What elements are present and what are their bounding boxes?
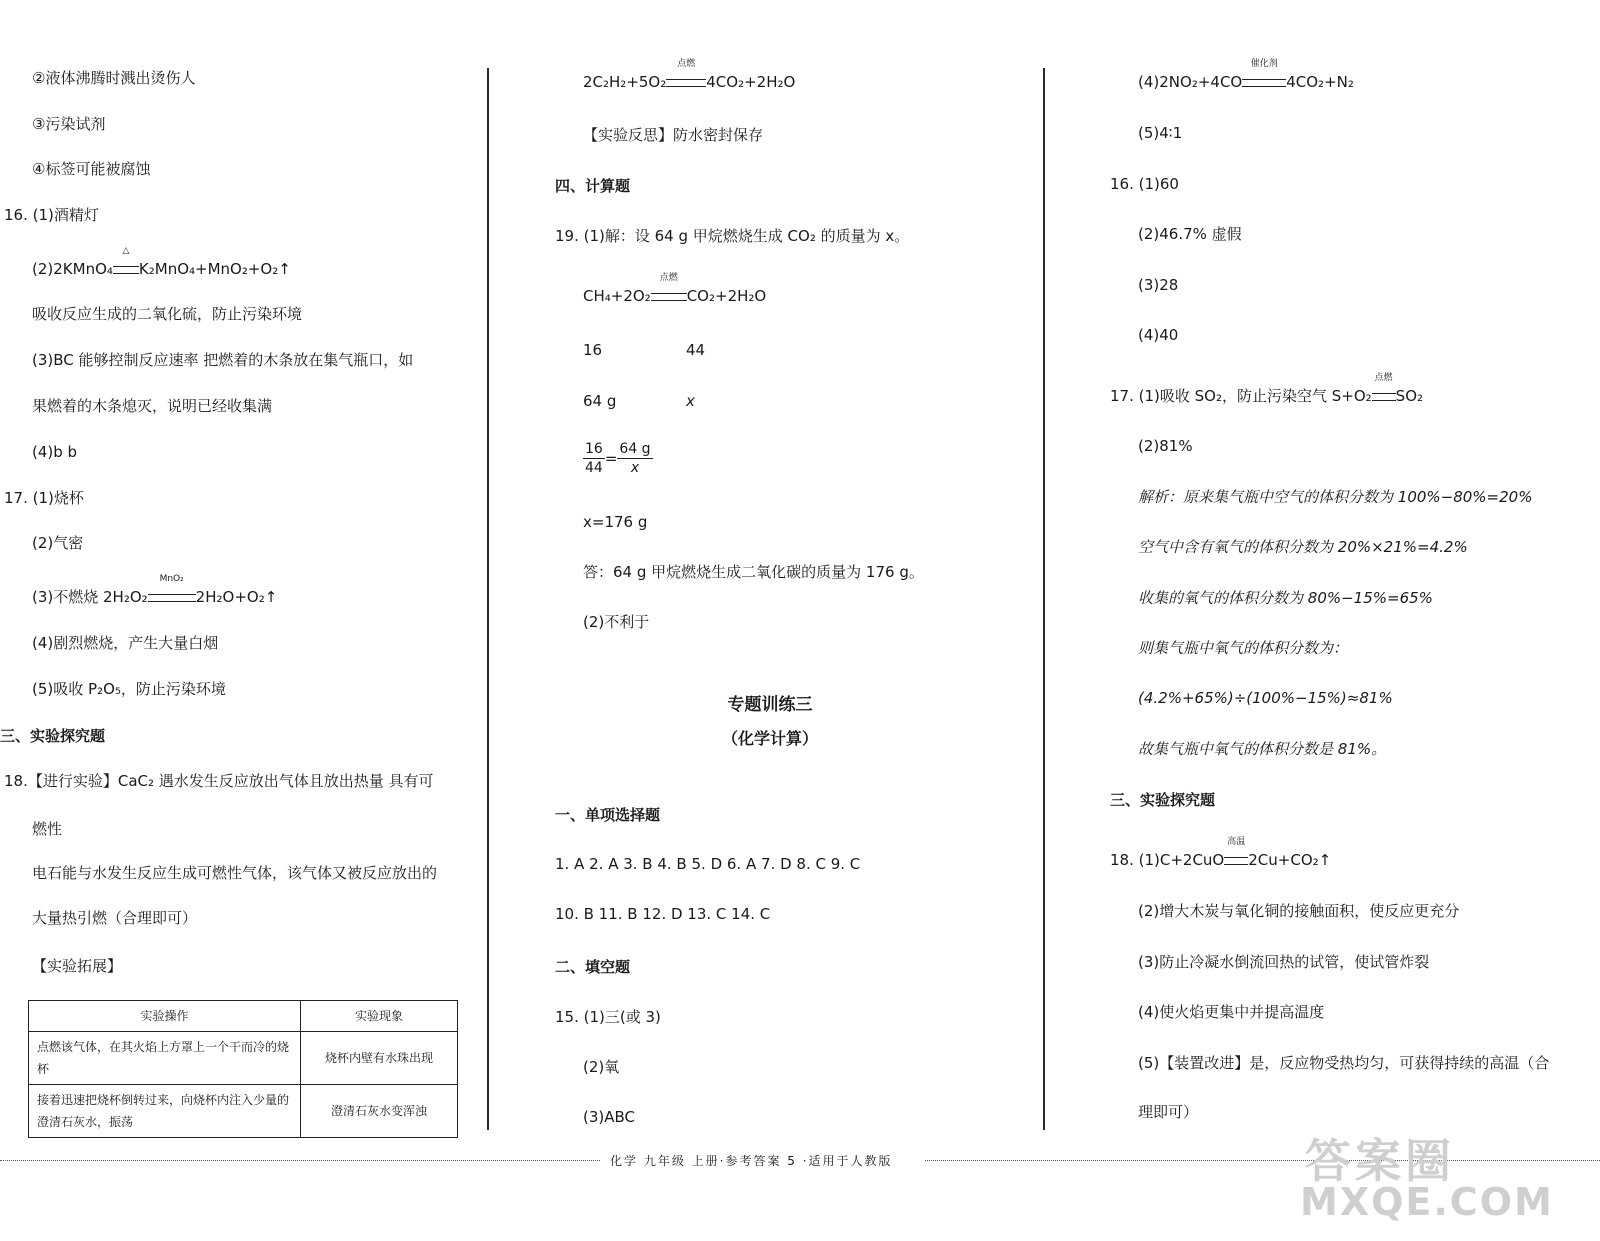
unknown-mass: x: [686, 392, 695, 410]
q17-1: [1110, 373, 1424, 406]
text-line: (3)防止冷凝水倒流回热的试管，使试管炸裂: [1138, 953, 1430, 971]
numerator: 64 g: [619, 441, 651, 457]
reaction-arrow: [1242, 59, 1286, 92]
text-line: 燃性: [32, 820, 63, 838]
reaction-condition: 点燃: [677, 59, 696, 69]
text-line: (2)不利于: [583, 613, 650, 631]
text-line: (4)40: [1138, 326, 1179, 344]
text-line: (5)4∶1: [1138, 124, 1183, 142]
reaction-arrow: [1224, 837, 1248, 870]
watermark-logo: 答案圈: [1305, 1134, 1455, 1188]
footer-rule: [0, 1160, 600, 1161]
text-line: (3)28: [1138, 276, 1179, 294]
text-line: (3)ABC: [583, 1108, 636, 1126]
section-title: 专题训练三: [727, 695, 813, 715]
text-line: (4)b b: [32, 443, 78, 461]
text-line: 理即可）: [1138, 1103, 1199, 1121]
molar-mass: 44: [686, 341, 706, 359]
q15-1: 15. (1)三(或 3): [555, 1008, 661, 1026]
column-left: [0, 0, 480, 1140]
eq-left: (2)2KMnO₄: [32, 260, 113, 278]
analysis-line: 解析：原来集气瓶中空气的体积分数为 100%−80%=20%: [1138, 488, 1533, 506]
q19-a: 19. (1)解：设 64 g 甲烷燃烧生成 CO₂ 的质量为 x。: [555, 227, 910, 245]
column-right: [1110, 0, 1600, 1140]
table-header: 实验现象: [301, 1001, 458, 1032]
text-line: (5)【装置改进】是，反应物受热均匀，可获得持续的高温（合: [1138, 1054, 1550, 1072]
choice-answers: 10. B 11. B 12. D 13. C 14. C: [555, 905, 771, 923]
table-cell: 点燃该气体，在其火焰上方罩上一个干而冷的烧杯: [29, 1032, 301, 1085]
text-line: 大量热引燃（合理即可）: [32, 909, 198, 927]
section-subtitle: （化学计算）: [721, 729, 818, 748]
reaction-condition: 点燃: [659, 273, 678, 283]
text-line: 果燃着的木条熄灭，说明已经收集满: [32, 397, 273, 415]
table-cell: 澄清石灰水变浑浊: [301, 1085, 458, 1138]
watermark: [1300, 1125, 1590, 1235]
eq-right: 2Cu+CO₂↑: [1248, 851, 1332, 869]
text-line: 【实验拓展】: [32, 957, 123, 975]
text-line: 【实验反思】防水密封保存: [583, 126, 764, 144]
reaction-arrow: [148, 574, 196, 607]
equation-no2: [1138, 59, 1354, 92]
equation-cuo: [1110, 837, 1332, 870]
denominator: 44: [585, 460, 603, 476]
section-heading: 三、实验探究题: [1110, 791, 1216, 809]
column-divider: [1043, 68, 1045, 1130]
equation-h2o2: [32, 574, 278, 607]
text-line: ④标签可能被腐蚀: [32, 160, 151, 178]
text-line: (2)46.7% 虚假: [1138, 225, 1242, 243]
analysis-line: 故集气瓶中氧气的体积分数是 81%。: [1138, 740, 1387, 758]
text-line: ③污染试剂: [32, 115, 106, 133]
section-heading: 四、计算题: [555, 177, 631, 195]
text-line: (2)增大木炭与氧化铜的接触面积，使反应更充分: [1138, 902, 1460, 920]
text-line: (2)气密: [32, 534, 84, 552]
reaction-arrow: [651, 273, 687, 306]
equals-sign: =: [604, 449, 618, 468]
text-line: 吸收反应生成的二氧化硫，防止污染环境: [32, 305, 303, 323]
eq-right: CO₂+2H₂O: [686, 287, 767, 305]
text-line: (4)剧烈燃烧，产生大量白烟: [32, 634, 219, 652]
denominator: x: [630, 460, 640, 476]
column-divider: [487, 68, 489, 1130]
equation-ch4: [583, 273, 767, 306]
text-line: 电石能与水发生反应生成可燃性气体，该气体又被反应放出的: [32, 864, 438, 882]
reaction-arrow: [113, 246, 139, 279]
eq-left: 2C₂H₂+5O₂: [583, 73, 667, 91]
footer-text: 化学 九年级 上册·参考答案 5 ·适用于人教版: [610, 1154, 893, 1168]
molar-mass: 16: [583, 341, 603, 359]
answer: 答：64 g 甲烷燃烧生成二氧化碳的质量为 176 g。: [583, 563, 924, 581]
text-line: (2)氧: [583, 1058, 620, 1076]
eq-right: 2H₂O+O₂↑: [195, 588, 278, 606]
table-header: 实验操作: [29, 1001, 301, 1032]
numerator: 16: [585, 441, 603, 457]
eq-left: 18. (1)C+2CuO: [1110, 851, 1225, 869]
eq-right: 4CO₂+N₂: [1286, 73, 1354, 91]
choice-answers: 1. A 2. A 3. B 4. B 5. D 6. A 7. D 8. C 9. C: [555, 855, 861, 873]
reaction-condition: 催化剂: [1250, 59, 1278, 69]
eq-right: K₂MnO₄+MnO₂+O₂↑: [138, 260, 291, 278]
text-line: (2)81%: [1138, 437, 1193, 455]
watermark-url: MXQE.COM: [1300, 1180, 1554, 1224]
analysis-line: 空气中含有氧气的体积分数为 20%×21%=4.2%: [1138, 538, 1468, 556]
text-line: (5)吸收 P₂O₅，防止污染环境: [32, 680, 226, 698]
section-heading: 一、单项选择题: [555, 806, 661, 824]
proportion: [583, 440, 653, 477]
fraction: [617, 440, 652, 477]
q18-a: 18.【进行实验】CaC₂ 遇水发生反应放出气体且放出热量 具有可: [4, 772, 434, 790]
eq-left: 17. (1)吸收 SO₂，防止污染空气 S+O₂: [1110, 387, 1372, 405]
q17-1: 17. (1)烧杯: [4, 489, 84, 507]
reaction-condition: 点燃: [1374, 373, 1393, 383]
column-middle: [555, 0, 1035, 1140]
analysis-line: (4.2%+65%)÷(100%−15%)≈81%: [1138, 689, 1393, 707]
section-heading: 三、实验探究题: [0, 727, 106, 745]
text-line: (3)BC 能够控制反应速率 把燃着的木条放在集气瓶口，如: [32, 351, 414, 369]
text-line: ②液体沸腾时溅出烫伤人: [32, 69, 196, 87]
eq-left: (3)不燃烧 2H₂O₂: [32, 588, 148, 606]
reaction-condition: △: [122, 246, 130, 256]
eq-left: (4)2NO₂+4CO: [1138, 73, 1243, 91]
equation-c2h2: [583, 59, 796, 92]
experiment-table: [28, 1000, 458, 1138]
reaction-condition: 高温: [1227, 837, 1246, 847]
analysis-line: 收集的氧气的体积分数为 80%−15%=65%: [1138, 589, 1433, 607]
reaction-arrow: [666, 59, 706, 92]
fraction: [583, 440, 605, 477]
equation-kmno4: [32, 246, 291, 279]
eq-right: 4CO₂+2H₂O: [706, 73, 796, 91]
reaction-condition: MnO₂: [159, 574, 184, 584]
eq-right: SO₂: [1395, 387, 1424, 405]
section-heading: 二、填空题: [555, 958, 631, 976]
eq-left: CH₄+2O₂: [583, 287, 651, 305]
q16-1: 16. (1)酒精灯: [4, 206, 99, 224]
result: x=176 g: [583, 513, 648, 531]
analysis-line: 则集气瓶中氧气的体积分数为：: [1138, 639, 1349, 657]
table-cell: 烧杯内壁有水珠出现: [301, 1032, 458, 1085]
q16-1: 16. (1)60: [1110, 175, 1179, 193]
reaction-arrow: [1372, 373, 1396, 406]
text-line: (4)使火焰更集中并提高温度: [1138, 1003, 1325, 1021]
given-mass: 64 g: [583, 392, 617, 410]
table-cell: 接着迅速把烧杯倒转过来，向烧杯内注入少量的澄清石灰水，振荡: [29, 1085, 301, 1138]
